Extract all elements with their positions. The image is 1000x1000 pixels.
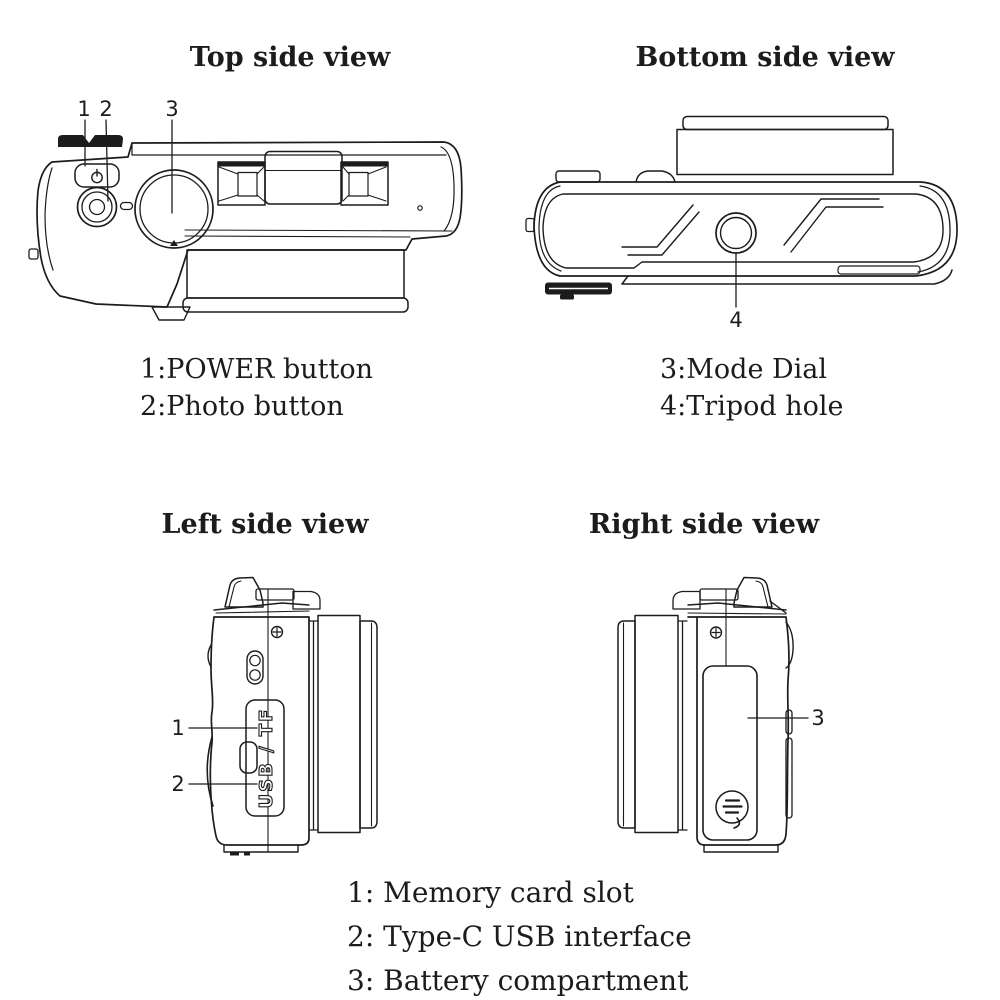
legend-line-memory-card-slot: 1: Memory card slot	[347, 876, 634, 909]
battery-door-edge	[545, 283, 612, 300]
base	[704, 845, 778, 852]
side-tab	[526, 219, 534, 232]
shoe-edge	[700, 589, 738, 600]
camera-right-body	[673, 578, 793, 853]
dial-edge	[293, 592, 320, 610]
lens-mount	[678, 621, 687, 830]
indicator-pill	[121, 203, 133, 210]
dial-edge	[636, 171, 675, 182]
mic-hole	[418, 206, 422, 210]
top-view-diagram	[0, 90, 500, 335]
camera-top-body	[29, 142, 462, 320]
hot-shoe	[58, 135, 123, 147]
side-tab	[29, 249, 38, 259]
left-view-title: Left side view	[161, 509, 369, 540]
bottom-view-title: Bottom side view	[635, 42, 895, 73]
battery-compartment-door[interactable]	[703, 666, 757, 840]
legend-line-battery-compartment: 3: Battery compartment	[347, 964, 689, 997]
top-view-legend	[140, 351, 373, 425]
power-button[interactable]	[75, 164, 119, 187]
legend-line-photo-button: 2:Photo button	[140, 391, 344, 422]
port-cover-label: USB / TF	[256, 707, 277, 809]
callout-number-2: 2	[171, 772, 185, 796]
legend-line-power-button: 1:POWER button	[140, 354, 373, 385]
callout-number-4: 4	[729, 308, 743, 332]
lens-ring	[183, 250, 408, 312]
left-view-diagram	[155, 565, 405, 865]
mode-dial[interactable]	[135, 170, 213, 248]
callout-number-1: 1	[77, 97, 91, 121]
usb-port[interactable]	[240, 742, 257, 773]
legend-line-tripod-hole: 4:Tripod hole	[660, 391, 844, 422]
right-view-diagram	[585, 565, 840, 865]
right-view-title: Right side view	[588, 509, 820, 540]
viewfinder-hump	[225, 578, 263, 608]
speaker	[716, 791, 748, 828]
camera-bottom-body	[526, 171, 957, 300]
tripod-hole	[716, 213, 756, 253]
left-view-callouts	[171, 716, 257, 796]
top-view-title: Top side view	[189, 42, 391, 73]
dial-edge	[673, 592, 700, 610]
callout-number-3: 3	[811, 706, 825, 730]
lens-mount	[309, 621, 318, 830]
screw	[711, 627, 722, 638]
lens-barrel	[618, 616, 687, 833]
grip-edge	[556, 171, 600, 182]
lens-ring	[677, 117, 893, 175]
left-accent-lines	[622, 205, 699, 255]
callout-number-2: 2	[99, 97, 113, 121]
bottom-view-legend	[660, 351, 844, 425]
base	[224, 845, 298, 852]
side-view-legend	[347, 871, 692, 1000]
viewfinder-hump	[734, 578, 772, 608]
callout-number-1: 1	[171, 716, 185, 740]
lens-barrel	[309, 616, 377, 833]
base-slot	[838, 266, 920, 274]
callout-number-3: 3	[165, 97, 179, 121]
bottom-view-callouts	[729, 254, 742, 333]
flash-assembly	[218, 152, 388, 206]
legend-line-usb-interface: 2: Type-C USB interface	[347, 920, 692, 953]
right-accent-lines	[784, 199, 883, 252]
strap-lug	[247, 651, 263, 684]
bottom-view-diagram	[500, 90, 980, 345]
photo-button[interactable]	[78, 188, 117, 227]
bottom-foot	[152, 307, 190, 320]
legend-line-mode-dial: 3:Mode Dial	[660, 354, 828, 385]
screw	[272, 627, 283, 638]
